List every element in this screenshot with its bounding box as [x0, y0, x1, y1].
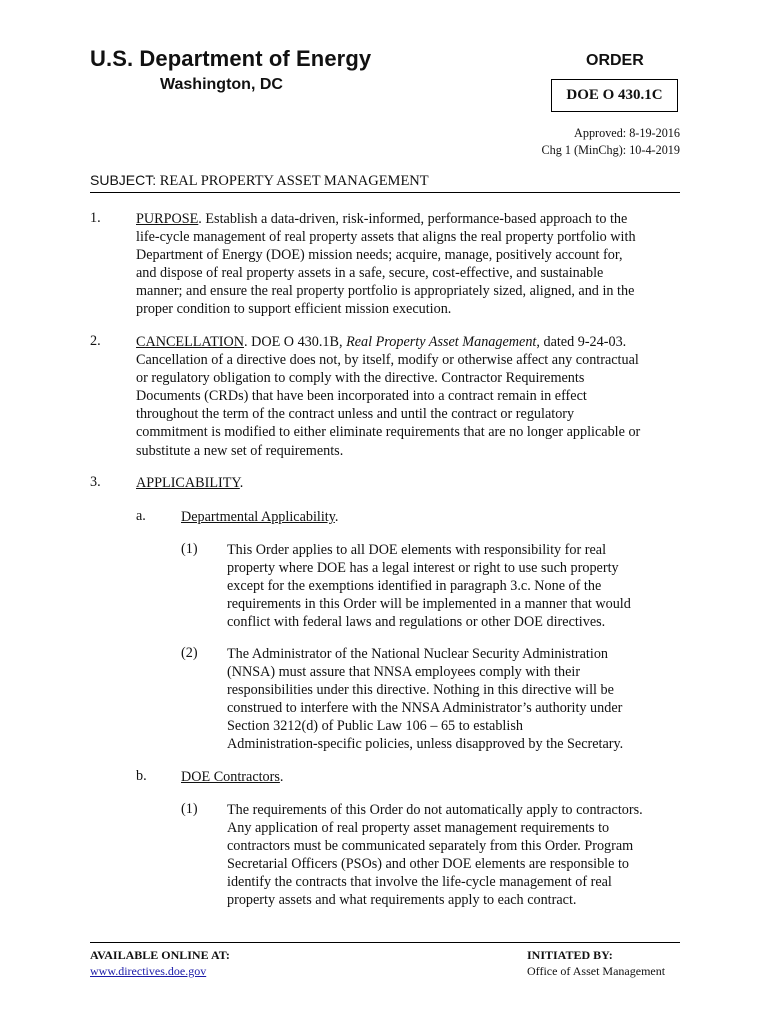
item-a1-text [227, 541, 687, 631]
subject-divider [90, 192, 680, 193]
section-2-line: CANCELLATION. DOE O 430.1B, Real Property Asset Management, dated 9-24-03. [136, 334, 627, 350]
initiating-office: Office of Asset Management [527, 964, 666, 978]
item-line: The requirements of this Order do not automatically apply to contractors. [227, 802, 643, 818]
directives-link[interactable]: www.directives.doe.gov [90, 964, 207, 978]
approved-date: Approved: 8-19-2016 [574, 126, 680, 140]
item-a2-number: (2) [181, 645, 198, 661]
item-line: requirements in this Order will be implemented in a manner that would [227, 596, 631, 613]
item-line: Any application of real property asset management requirements to [227, 820, 610, 837]
change-date: Chg 1 (MinChg): 10-4-2019 [541, 143, 680, 157]
footer-left [90, 947, 230, 979]
subsection-a-heading: Departmental Applicability [181, 509, 335, 525]
order-label: ORDER [586, 52, 644, 69]
initiated-by-label: INITIATED BY: [527, 948, 613, 962]
subsection-a-heading-line: Departmental Applicability. [181, 509, 339, 525]
section-1-line: and dispose of real property assets in a safe, secure, cost-effective, and sustainable [136, 265, 604, 282]
item-line: identify the contracts that involve the life-cycle management of real [227, 874, 612, 891]
subsection-a-letter: a. [136, 508, 146, 524]
section-1-line: Department of Energy (DOE) mission needs; acquire, manage, positively account for, [136, 247, 623, 264]
item-a1-number: (1) [181, 541, 198, 557]
item-line: This Order applies to all DOE elements with responsibility for real [227, 542, 607, 558]
item-line: (NNSA) must assure that NNSA employees comply with their [227, 664, 581, 681]
section-2-line: Documents (CRDs) that have been incorporated into a contract remain in effect [136, 388, 587, 405]
subject-text: REAL PROPERTY ASSET MANAGEMENT [159, 173, 429, 189]
item-line: except for the exemptions identified in paragraph 3.c. None of the [227, 578, 602, 595]
section-1-line: PURPOSE. Establish a data-driven, risk-informed, performance-based approach to the [136, 211, 628, 227]
section-2-line: substitute a new set of requirements. [136, 442, 344, 459]
city-subtitle: Washington, DC [160, 76, 283, 93]
department-title: U.S. Department of Energy [90, 46, 372, 71]
subject-label: SUBJECT: [90, 172, 157, 188]
item-line: Section 3212(d) of Public Law 106 – 65 to establish [227, 718, 523, 735]
item-line: responsibilities under this directive. Nothing in this directive will be [227, 682, 614, 699]
item-line: The Administrator of the National Nuclear Security Administration [227, 646, 609, 662]
section-3-heading: APPLICABILITY [136, 475, 240, 491]
available-online-label: AVAILABLE ONLINE AT: [90, 948, 230, 962]
item-b1-number: (1) [181, 801, 198, 817]
section-3-number: 3. [90, 474, 101, 490]
section-2-number: 2. [90, 333, 101, 349]
approval-dates [542, 125, 680, 159]
item-line: Secretarial Officers (PSOs) and other DOE elements are responsible to [227, 856, 629, 873]
section-1-line: proper condition to support efficient mission execution. [136, 301, 452, 318]
subject-line [90, 172, 429, 190]
item-line: conflict with federal laws and regulations or other DOE directives. [227, 614, 606, 631]
section-1-line: life-cycle management of real property assets that aligns the real property portfolio with [136, 229, 636, 246]
section-2-line: or regulatory obligation to comply with the directive. Contractor Requirements [136, 370, 585, 387]
section-1-heading: PURPOSE [136, 211, 199, 227]
item-line: property assets and what requirements apply to each contract. [227, 892, 577, 909]
item-line: contractors must be communicated separately from this Order. Program [227, 838, 634, 855]
footer-divider [90, 942, 680, 943]
section-1-purpose [136, 210, 696, 319]
subsection-b-heading-line: DOE Contractors. [181, 769, 284, 785]
section-3-heading-line: APPLICABILITY. [136, 475, 244, 491]
item-line: Administration-specific policies, unless disapproved by the Secretary. [227, 736, 624, 753]
item-a2-text [227, 645, 687, 754]
section-2-cancellation [136, 333, 696, 460]
order-number-box: DOE O 430.1C [551, 79, 678, 112]
subsection-b-letter: b. [136, 768, 147, 784]
section-1-line: manner; and ensure the real property portfolio is appropriately sized, aligned, and in the [136, 283, 635, 300]
section-2-line: Cancellation of a directive does not, by itself, modify or otherwise affect any contractual [136, 352, 639, 369]
item-b1-text [227, 801, 687, 910]
subsection-b-heading: DOE Contractors [181, 769, 280, 785]
section-2-line: commitment is modified to either eliminate requirements that are no longer applicable or [136, 424, 641, 441]
item-line: construed to interfere with the NNSA Administrator’s authority under [227, 700, 623, 717]
section-1-number: 1. [90, 210, 101, 226]
item-line: property where DOE has a legal interest or right to use such property [227, 560, 619, 577]
cancelled-order-title: Real Property Asset Management [346, 334, 537, 350]
section-2-line: throughout the term of the contract unless and until the contract or regulatory [136, 406, 575, 423]
footer-right [527, 947, 665, 979]
section-2-heading: CANCELLATION [136, 334, 244, 350]
